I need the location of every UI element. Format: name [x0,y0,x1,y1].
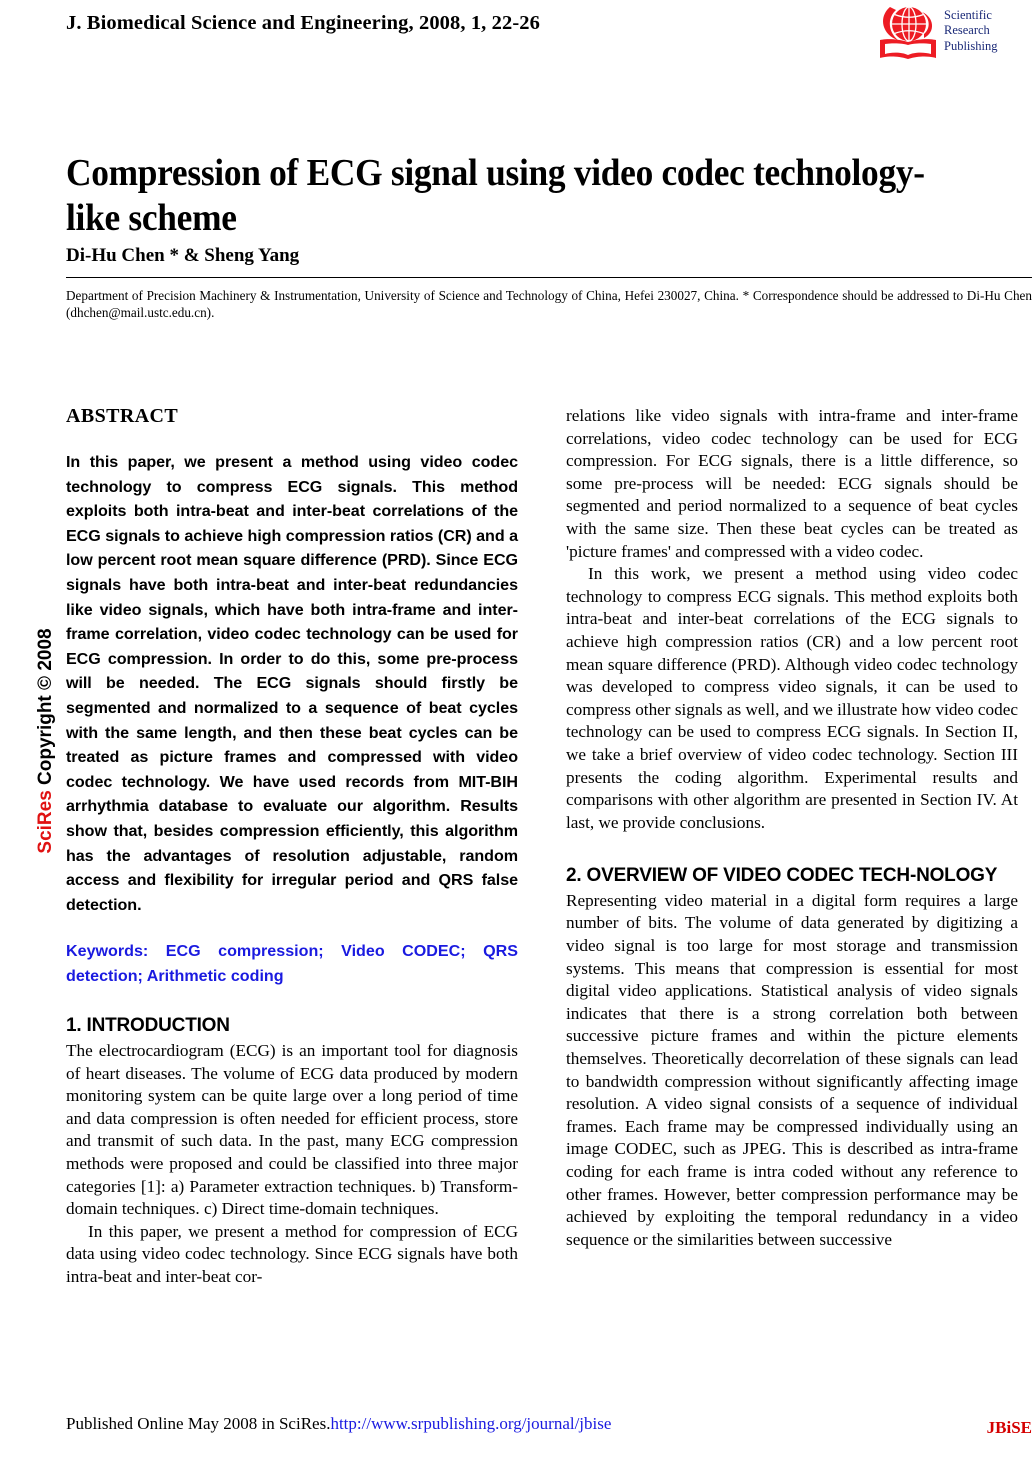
introduction-paragraph-2: In this paper, we present a method for compression of ECG data using video codec technology. Since ECG signals have both intra-beat and inter-beat cor- [66,1221,518,1286]
abstract-heading: ABSTRACT [66,405,179,427]
right-column [566,405,1018,1251]
introduction-paragraph-3: In this work, we present a method using video codec technology to compress ECG signals. This method exploits both intra-beat and inter-beat correlations of the ECG signals to achieve high compression ratios (CR) and a low percent root mean square difference (PRD). Although video codec technology was developed to compress video signals, it can be used to compress other signals as well, and we illustrate how video codec technology can be used to compress ECG signals. In Section II, we take a brief overview of video codec technology. Section III presents the coding algorithm. Experimental results and comparisons with other algorithm are presented in Section IV. At last, we provide conclusions. [566,564,1019,832]
globe-book-logo-icon [878,4,940,62]
publisher-name [944,8,998,54]
section-heading-introduction: 1. INTRODUCTION [66,1015,230,1037]
logo-line-1: Scientific [944,8,992,22]
affiliation: Department of Precision Machinery & Instrumentation, University of Science and Technology of China, Hefei 230027, China. * Correspondence should be addressed to Di-Hu Chen (dhchen@mail.ustc.edu.cn). [66,288,1032,320]
keywords: Keywords: ECG compression; Video CODEC; QRS detection; Arithmetic coding [66,942,518,985]
introduction-paragraph-2-continued: relations like video signals with intra-frame and inter-frame correlations, video codec technology can be used for ECG compression. For ECG signals, there is a little difference, so some pre-process will be needed: ECG signals should be segmented and period normalized to a sequence of beat cycles with the same size. Then these beat cycles can be treated as 'picture frames' and compressed with a video codec. [566,406,1018,561]
introduction-paragraph-1: The electrocardiogram (ECG) is an important tool for diagnosis of heart diseases. The volume of ECG data produced by modern monitoring system can be quite large over a long period of time and data compression is often needed for efficient process, store and transmit of such data. In the past, many ECG compression methods were proposed and could be classified into three major categories [1]: a) Parameter extraction techniques. b) Transform-domain techniques. c) Direct time-domain techniques. [66,1040,518,1219]
side-copyright-rest: Copyright © 2008 [35,628,56,791]
publisher-logo [878,4,1030,66]
page-footer [66,1414,1032,1437]
logo-line-2: Research [944,23,990,38]
journal-mark: JBiSE [986,1418,1032,1437]
author-list: Di-Hu Chen * & Sheng Yang [66,245,300,266]
overview-paragraph-1: Representing video material in a digital form requires a large number of bits. The volume of data generated by digitizing a video signal is too large for most storage and transmission systems. This means that compression is essential for most digital video applications. Statistical analysis of video signals indicates that there is a strong correlation both between successive picture frames and within the picture elements themselves. Theoretically decorrelation of these signals can lead to bandwidth compression without significantly affecting image resolution. A video signal consists of a sequence of individual frames. Each frame may be compressed individually using an image CODEC, such as JPEG. This is described as intra-frame coding for each frame is intra coded without any reference to other frames. However, better compression performance may be achieved by exploiting the temporal redundancy in a video sequence or the similarities between successive [566,890,1018,1249]
footer-published-text: Published Online May 2008 in SciRes. [66,1414,331,1433]
running-head: J. Biomedical Science and Engineering, 2008, 1, 22-26 [66,12,540,34]
section-heading-overview: 2. OVERVIEW OF VIDEO CODEC TECH-NOLOGY [566,865,998,887]
left-column [66,405,518,1289]
logo-line-3: Publishing [944,38,998,53]
side-copyright [35,591,57,891]
abstract-body: In this paper, we present a method using video codec technology to compress ECG signals. This method exploits both intra-beat and inter-beat correlations of the ECG signals to achieve high compression ratios (CR) and a low percent root mean square difference (PRD). Since ECG signals have both intra-beat and inter-beat redundancies like video signals, which have both intra-frame and inter-frame correlation, video codec technology can be used for ECG compression. In order to do this, some pre-process will be needed. The ECG signals should firstly be segmented and normalized to a sequence of beat cycles with the same length, and then these beat cycles can be treated as picture frames and compressed with video codec technology. We have used records from MIT-BIH arrhythmia database to evaluate our algorithm. Results show that, besides compression efficiently, this algorithm has the advantages of resolution adjustable, random access and flexibility for irregular period and QRS false detection. [66,453,518,914]
footer-url-link[interactable]: http://www.srpublishing.org/journal/jbise [330,1414,612,1433]
page-title: Compression of ECG signal using video codec technology-like scheme [66,152,925,240]
side-copyright-brand: SciRes [35,790,56,854]
author-divider [66,277,1032,278]
